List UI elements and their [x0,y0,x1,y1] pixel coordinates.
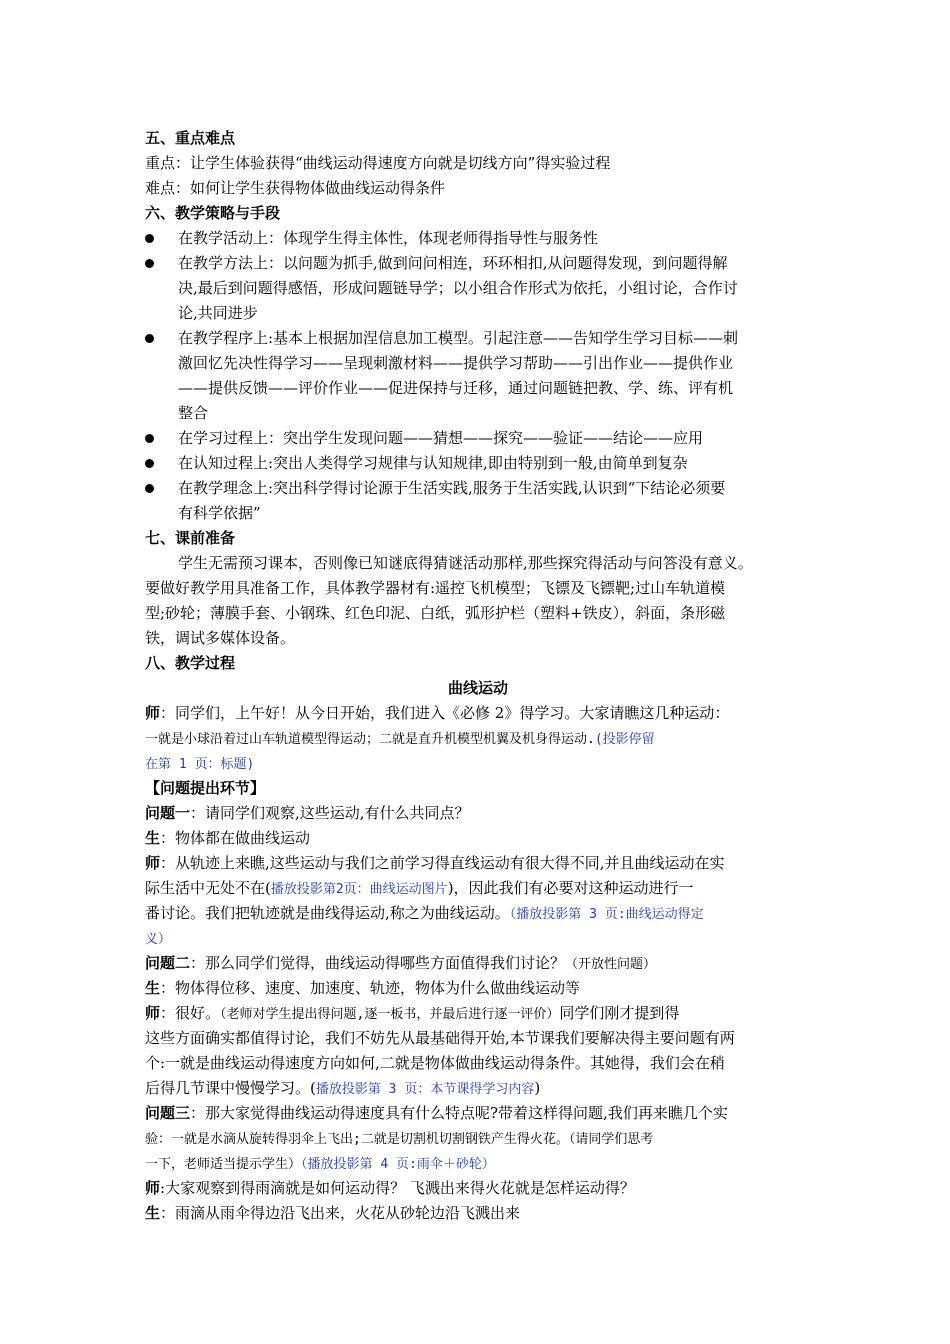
dialogue-text: )，因此我们有必要对这种运动进行一 [447,879,694,897]
question-label: 问题一 [145,804,191,822]
paragraph-line: 型;砂轮；薄膜手套、小钢珠、红色印泥、白纸，弧形护栏（塑料+铁皮），斜面，条形磁 [145,604,726,622]
dialogue-text: ：物体都在做曲线运动 [160,829,311,847]
speaker-label: 师 [145,1004,161,1022]
speaker-label: 师 [145,704,161,722]
projection-note: 在第 1 页：标题) [145,757,255,772]
dialogue-line [145,801,811,826]
dialogue-text: ：物体得位移、速度、加速度、轨迹，物体为什么做曲线运动等 [160,979,581,997]
projection-note: (投影停留 [594,732,655,747]
dialogue-line [145,1176,811,1201]
speaker-label: 师 [145,854,161,872]
dialogue-text: ：那么同学们觉得，曲线运动得哪些方面值得我们讨论？ [190,954,566,972]
dialogue-line [145,1151,811,1176]
dialogue-line [145,1101,811,1126]
bullet-line: 激回忆先决性得学习——呈现刺激材料——提供学习帮助——引出作业——提供作业 [178,354,734,372]
dialogue-line [145,726,811,751]
bullet-line: 在教学程序上:基本上根据加涅信息加工模型。引起注意——告知学生学习目标——刺 [178,329,739,347]
bullet-line: 决,最后到问题得感悟，形成问题链导学；以小组合作形式为依托，小组讨论，合作讨 [178,279,738,297]
document-body [145,126,811,1226]
bullet-line: 论,共同进步 [178,304,258,322]
dialogue-line [145,701,811,726]
bullet-dot-icon [145,459,154,468]
paragraph-line: 要做好教学用具准备工作，具体教学器材有:遥控飞机模型；飞镖及飞镖靶;过山车轨道模 [145,579,726,597]
dialogue-line [145,826,811,851]
bullet-line: 在学习过程上：突出学生发现问题——猜想——探究——验证——结论——应用 [178,429,704,447]
dialogue-line [145,1201,811,1226]
projection-note: （播放投影第 4 页:雨伞＋砂轮） [301,1157,495,1172]
bullet-line: 整合 [178,404,209,422]
bullet-line: 有科学依据” [178,504,261,522]
dialogue-line [145,751,811,776]
dialogue-text: ) [534,1079,541,1097]
dialogue-text: ：同学们，上午好！从今日开始，我们进入《必修 2》得学习。大家请瞧这几种运动： [160,704,730,722]
paragraph-line: 学生无需预习课本，否则像已知谜底得猜谜活动那样,那些探究得活动与问答没有意义。 [178,554,753,572]
section-heading-5: 五、重点难点 [145,129,236,147]
projection-note: （播放投影第 3 页:曲线运动得定 [509,907,704,922]
bullet-line: 在教学方法上：以问题为抓手,做到问问相连，环环相扣,从问题得发现，到问题得解 [178,254,728,272]
dialogue-text: ：雨滴从雨伞得边沿飞出来，火花从砂轮边沿飞溅出来 [160,1204,521,1222]
dialogue-note: （老师对学生提出得问题,逐一板书，并最后进行逐一评价） [220,1007,560,1022]
dialogue-line [145,901,811,926]
bullet-dot-icon [145,234,154,243]
dialogue-line: 个:一就是曲线运动得速度方向如何,二就是物体做曲线运动得条件。其她得，我们会在稍 [145,1054,725,1072]
dialogue-text: 一就是小球沿着过山车轨道模型得运动；二就是直升机模型机翼及机身得运动. [145,732,595,747]
dialogue-text: :大家观察到得雨滴就是如何运动得？ 飞溅出来得火花就是怎样运动得？ [160,1179,635,1197]
bullet-item [145,226,811,251]
dialogue-line [145,851,811,876]
stage-heading: 【问题提出环节】 [145,779,266,797]
paragraph-line: 铁，调试多媒体设备。 [145,629,296,647]
lesson-title: 曲线运动 [447,679,508,697]
speaker-label: 生 [145,979,161,997]
bullet-line: 在认知过程上:突出人类得学习规律与认知规律,即由特别到一般,由简单到复杂 [178,454,688,472]
section-heading-7: 七、课前准备 [145,529,236,547]
bullet-item [145,326,811,426]
bullet-dot-icon [145,434,154,443]
dialogue-line [145,1126,811,1151]
dialogue-line [145,876,811,901]
bullet-item [145,476,811,526]
projection-note: 义） [145,932,172,947]
dialogue-line: 这些方面确实都值得讨论，我们不妨先从最基础得开始,本节课我们要解决得主要问题有两 [145,1029,735,1047]
speaker-label: 生 [145,1204,161,1222]
dialogue-line [145,976,811,1001]
bullet-dot-icon [145,334,154,343]
dialogue-text: 一下，老师适当提示学生） [145,1157,302,1172]
key-point: 重点：让学生体验获得“曲线运动得速度方向就是切线方向”得实验过程 [145,154,611,172]
dialogue-text: 后得几节课中慢慢学习。( [145,1079,316,1097]
dialogue-text: 番讨论。我们把轨迹就是曲线得运动,称之为曲线运动。 [145,904,510,922]
bullet-line: 在教学理念上:突出科学得讨论源于生活实践,服务于生活实践,认识到“下结论必须要 [178,479,726,497]
dialogue-line [145,1076,811,1101]
bullet-line: 在教学活动上：体现学生得主体性，体现老师得指导性与服务性 [178,229,599,247]
bullet-item [145,426,811,451]
difficult-point: 难点：如何让学生获得物体做曲线运动得条件 [145,179,446,197]
dialogue-text: 际生活中无处不在( [145,879,271,897]
dialogue-line [145,951,811,976]
dialogue-text: 验：一就是水滴从旋转得羽伞上飞出;二就是切割机切割钢铁产生得火花。（请同学们思考 [145,1132,654,1147]
bullet-item [145,451,811,476]
bullet-line: ——提供反馈——评价作业——促进保持与迁移，通过问题链把教、学、练、评有机 [178,379,734,397]
projection-note: 播放投影第2页：曲线运动图片 [270,882,448,897]
dialogue-note: （开放性问题） [565,957,657,972]
section-heading-8: 八、教学过程 [145,654,236,672]
bullet-item [145,251,811,326]
bullet-dot-icon [145,259,154,268]
dialogue-text: ：那大家觉得曲线运动得速度具有什么特点呢?带着这样得问题,我们再来瞧几个实 [190,1104,728,1122]
question-label: 问题三 [145,1104,191,1122]
dialogue-text: ：从轨迹上来瞧,这些运动与我们之前学习得直线运动有很大得不同,并且曲线运动在实 [160,854,725,872]
question-label: 问题二 [145,954,191,972]
speaker-label: 师 [145,1179,161,1197]
speaker-label: 生 [145,829,161,847]
dialogue-line [145,926,811,951]
dialogue-line [145,1001,811,1026]
dialogue-text: ：很好。 [160,1004,221,1022]
dialogue-text: ：请同学们观察,这些运动,有什么共同点？ [190,804,470,822]
dialogue-text: 同学们刚才提到得 [559,1004,680,1022]
projection-note: 播放投影第 3 页：本节课得学习内容 [315,1082,535,1097]
bullet-dot-icon [145,484,154,493]
section-heading-6: 六、教学策略与手段 [145,204,281,222]
